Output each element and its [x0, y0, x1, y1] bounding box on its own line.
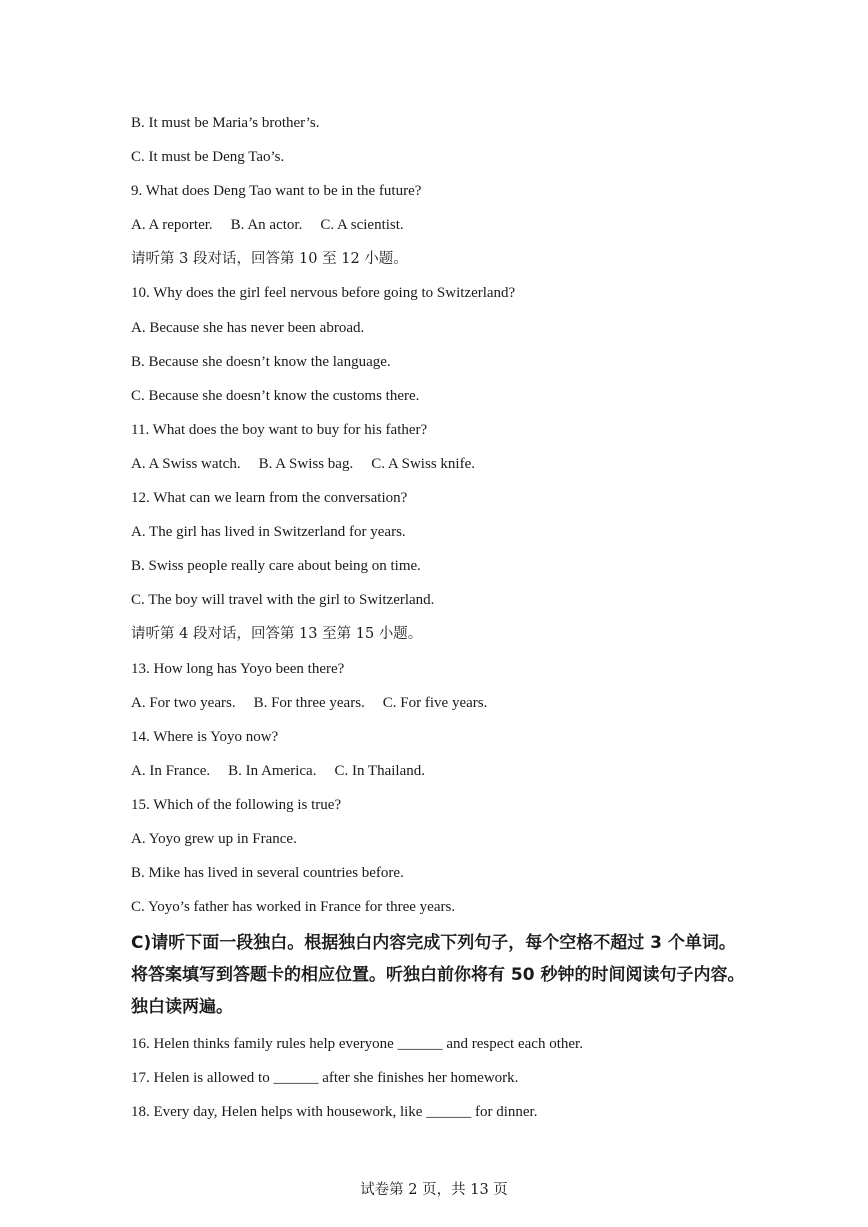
question-line: A. The girl has lived in Switzerland for years. — [131, 524, 406, 541]
fill-item-16: 16. Helen thinks family rules help everyone ______ and respect each other. — [131, 1036, 583, 1052]
question-line: C. Yoyo’s father has worked in France for three years. — [131, 899, 456, 916]
question-line: C. Because she doesn’t know the customs there. — [131, 387, 420, 404]
answer-option: C. A Swiss knife. — [371, 455, 475, 472]
section-c-line: 将答案填写到答题卡的相应位置。听独白前你将有 50 秒钟的时间阅读句子内容。 — [131, 965, 745, 985]
question-list — [131, 112, 771, 930]
answer-option: B. In America. — [228, 762, 317, 779]
question-line: A. Because she has never been abroad. — [131, 319, 365, 336]
fill-item-17: 17. Helen is allowed to ______ after she finishes her homework. — [131, 1070, 519, 1087]
answer-options-row — [131, 760, 771, 794]
question-line: 14. Where is Yoyo now? — [131, 728, 279, 745]
section-c-instructions — [131, 927, 771, 1023]
answer-option: B. An actor. — [230, 217, 303, 234]
page-footer: 试卷第 2 页，共 13 页 — [360, 1182, 508, 1198]
fill-in-items — [131, 1033, 771, 1135]
section-c-line: C)请听下面一段独白。根据独白内容完成下列句子，每个空格不超过 3 个单词。 — [131, 933, 736, 953]
question-line: 12. What can we learn from the conversation? — [131, 490, 408, 507]
answer-option: C. A scientist. — [320, 217, 404, 234]
question-line: B. Swiss people really care about being on time. — [131, 558, 421, 575]
answer-option: A. In France. — [131, 762, 211, 779]
question-line: A. Yoyo grew up in France. — [131, 830, 297, 847]
question-line: 11. What does the boy want to buy for his father? — [131, 421, 428, 438]
question-line: C. It must be Deng Tao’s. — [131, 149, 285, 166]
section-instruction: 请听第 4 段对话，回答第 13 至第 15 小题。 — [131, 626, 423, 643]
answer-option: A. A Swiss watch. — [131, 455, 241, 472]
section-c-line: 独白读两遍。 — [131, 997, 233, 1017]
answer-option: C. In Thailand. — [334, 762, 425, 779]
answer-options-row — [131, 692, 771, 726]
answer-option: B. A Swiss bag. — [258, 455, 354, 472]
answer-options-row — [131, 453, 771, 487]
question-line: 15. Which of the following is true? — [131, 796, 342, 813]
fill-item-18: 18. Every day, Helen helps with housework, like ______ for dinner. — [131, 1104, 538, 1121]
question-line: B. Mike has lived in several countries before. — [131, 865, 404, 882]
question-line: 10. Why does the girl feel nervous before going to Switzerland? — [131, 285, 516, 302]
question-line: B. Because she doesn’t know the language. — [131, 353, 391, 370]
question-line: B. It must be Maria’s brother’s. — [131, 115, 320, 131]
question-line: C. The boy will travel with the girl to Switzerland. — [131, 592, 435, 609]
section-instruction: 请听第 3 段对话，回答第 10 至 12 小题。 — [131, 251, 408, 268]
question-line: 9. What does Deng Tao want to be in the future? — [131, 183, 422, 200]
answer-options-row — [131, 214, 771, 248]
answer-option: A. A reporter. — [131, 217, 213, 234]
question-line: 13. How long has Yoyo been there? — [131, 660, 345, 677]
answer-option: B. For three years. — [253, 694, 365, 711]
answer-option: C. For five years. — [382, 694, 488, 711]
answer-option: A. For two years. — [131, 694, 236, 711]
